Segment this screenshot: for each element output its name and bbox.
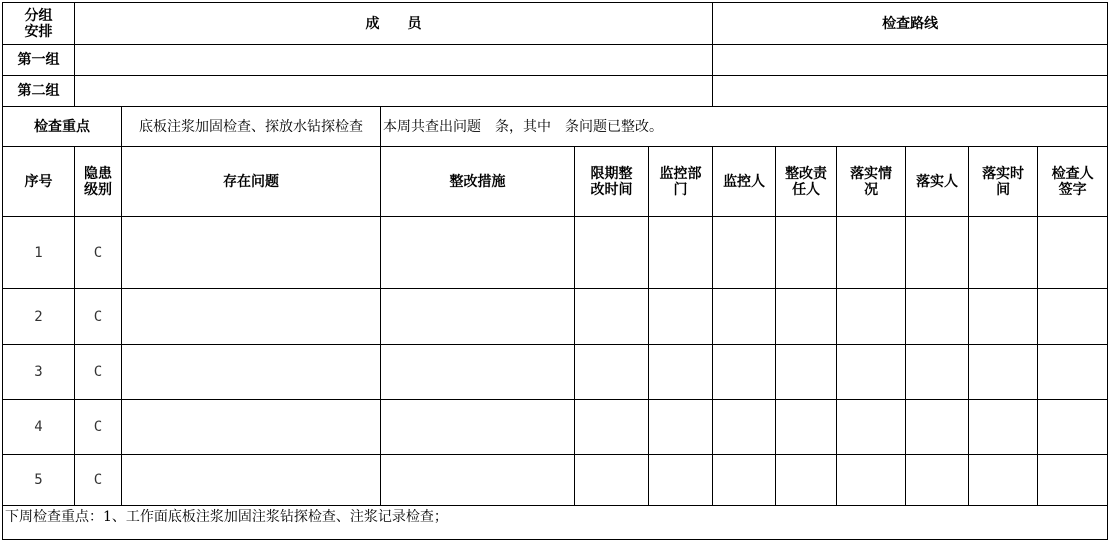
inspector-signature-cell[interactable]	[1038, 400, 1108, 455]
responsible-person-cell[interactable]	[776, 217, 837, 289]
inspection-focus-content[interactable]: 底板注浆加固检查、探放水钻探检查	[122, 107, 381, 147]
inspector-signature-cell[interactable]	[1038, 289, 1108, 345]
monitoring-dept-cell[interactable]	[649, 345, 713, 400]
table-row	[3, 400, 1108, 455]
implementer-cell[interactable]	[906, 345, 969, 400]
deadline-cell[interactable]	[575, 289, 649, 345]
existing-problem-cell[interactable]	[122, 217, 381, 289]
monitor-person-cell[interactable]	[713, 289, 776, 345]
col-header: 存在问题	[122, 147, 381, 217]
monitoring-dept-cell[interactable]	[649, 217, 713, 289]
hazard-level: C	[75, 400, 122, 455]
deadline-cell[interactable]	[575, 455, 649, 506]
monitor-person-cell[interactable]	[713, 400, 776, 455]
implementation-status-cell[interactable]	[837, 345, 906, 400]
monitoring-dept-cell[interactable]	[649, 400, 713, 455]
implementation-status-cell[interactable]	[837, 289, 906, 345]
monitor-person-cell[interactable]	[713, 455, 776, 506]
col-header: 检查人 签字	[1038, 147, 1108, 217]
col-header: 落实人	[906, 147, 969, 217]
inspection-table	[2, 2, 1108, 540]
implementer-cell[interactable]	[906, 400, 969, 455]
route-header: 检查路线	[713, 3, 1108, 45]
group-name: 第二组	[3, 76, 75, 107]
inspection-focus-label: 检查重点	[3, 107, 122, 147]
col-header: 隐患 级别	[75, 147, 122, 217]
rectification-measure-cell[interactable]	[381, 289, 575, 345]
deadline-cell[interactable]	[575, 345, 649, 400]
group-members-cell[interactable]	[75, 45, 713, 76]
rectification-measure-cell[interactable]	[381, 400, 575, 455]
inspection-focus-row	[3, 107, 1108, 147]
implementation-time-cell[interactable]	[969, 217, 1038, 289]
hazard-level: C	[75, 455, 122, 506]
members-header: 成 员	[75, 3, 713, 45]
responsible-person-cell[interactable]	[776, 455, 837, 506]
hazard-level: C	[75, 289, 122, 345]
inspector-signature-cell[interactable]	[1038, 455, 1108, 506]
implementation-time-cell[interactable]	[969, 455, 1038, 506]
rectification-measure-cell[interactable]	[381, 455, 575, 506]
deadline-cell[interactable]	[575, 217, 649, 289]
implementer-cell[interactable]	[906, 217, 969, 289]
group-row	[3, 76, 1108, 107]
inspector-signature-cell[interactable]	[1038, 217, 1108, 289]
footer-row	[3, 506, 1108, 540]
weekly-summary[interactable]: 本周共查出问题 条，其中 条问题已整改。	[381, 107, 1108, 147]
table-row	[3, 345, 1108, 400]
col-header: 监控人	[713, 147, 776, 217]
group-members-cell[interactable]	[75, 76, 713, 107]
rectification-measure-cell[interactable]	[381, 217, 575, 289]
hazard-level: C	[75, 217, 122, 289]
row-number: 2	[3, 289, 75, 345]
monitor-person-cell[interactable]	[713, 217, 776, 289]
inspector-signature-cell[interactable]	[1038, 345, 1108, 400]
table-row	[3, 455, 1108, 506]
existing-problem-cell[interactable]	[122, 289, 381, 345]
col-header: 落实时 间	[969, 147, 1038, 217]
monitor-person-cell[interactable]	[713, 345, 776, 400]
row-number: 1	[3, 217, 75, 289]
implementation-time-cell[interactable]	[969, 400, 1038, 455]
implementation-time-cell[interactable]	[969, 289, 1038, 345]
group-arrangement-header: 分组 安排	[3, 3, 75, 45]
monitoring-dept-cell[interactable]	[649, 289, 713, 345]
monitoring-dept-cell[interactable]	[649, 455, 713, 506]
col-header: 整改措施	[381, 147, 575, 217]
group-name: 第一组	[3, 45, 75, 76]
table-row	[3, 217, 1108, 289]
col-header: 序号	[3, 147, 75, 217]
col-header: 落实情 况	[837, 147, 906, 217]
deadline-cell[interactable]	[575, 400, 649, 455]
group-route-cell[interactable]	[713, 45, 1108, 76]
implementer-cell[interactable]	[906, 455, 969, 506]
group-row	[3, 45, 1108, 76]
existing-problem-cell[interactable]	[122, 400, 381, 455]
responsible-person-cell[interactable]	[776, 289, 837, 345]
col-header: 限期整 改时间	[575, 147, 649, 217]
hazard-level: C	[75, 345, 122, 400]
implementer-cell[interactable]	[906, 289, 969, 345]
implementation-status-cell[interactable]	[837, 217, 906, 289]
implementation-time-cell[interactable]	[969, 345, 1038, 400]
implementation-status-cell[interactable]	[837, 400, 906, 455]
header-row	[3, 3, 1108, 45]
rectification-measure-cell[interactable]	[381, 345, 575, 400]
row-number: 3	[3, 345, 75, 400]
table-row	[3, 289, 1108, 345]
responsible-person-cell[interactable]	[776, 345, 837, 400]
row-number: 5	[3, 455, 75, 506]
responsible-person-cell[interactable]	[776, 400, 837, 455]
group-route-cell[interactable]	[713, 76, 1108, 107]
implementation-status-cell[interactable]	[837, 455, 906, 506]
next-week-focus[interactable]: 下周检查重点：1、工作面底板注浆加固注浆钻探检查、注浆记录检查；	[3, 506, 1108, 540]
col-header: 监控部 门	[649, 147, 713, 217]
existing-problem-cell[interactable]	[122, 455, 381, 506]
existing-problem-cell[interactable]	[122, 345, 381, 400]
col-header: 整改责 任人	[776, 147, 837, 217]
row-number: 4	[3, 400, 75, 455]
column-header-row	[3, 147, 1108, 217]
